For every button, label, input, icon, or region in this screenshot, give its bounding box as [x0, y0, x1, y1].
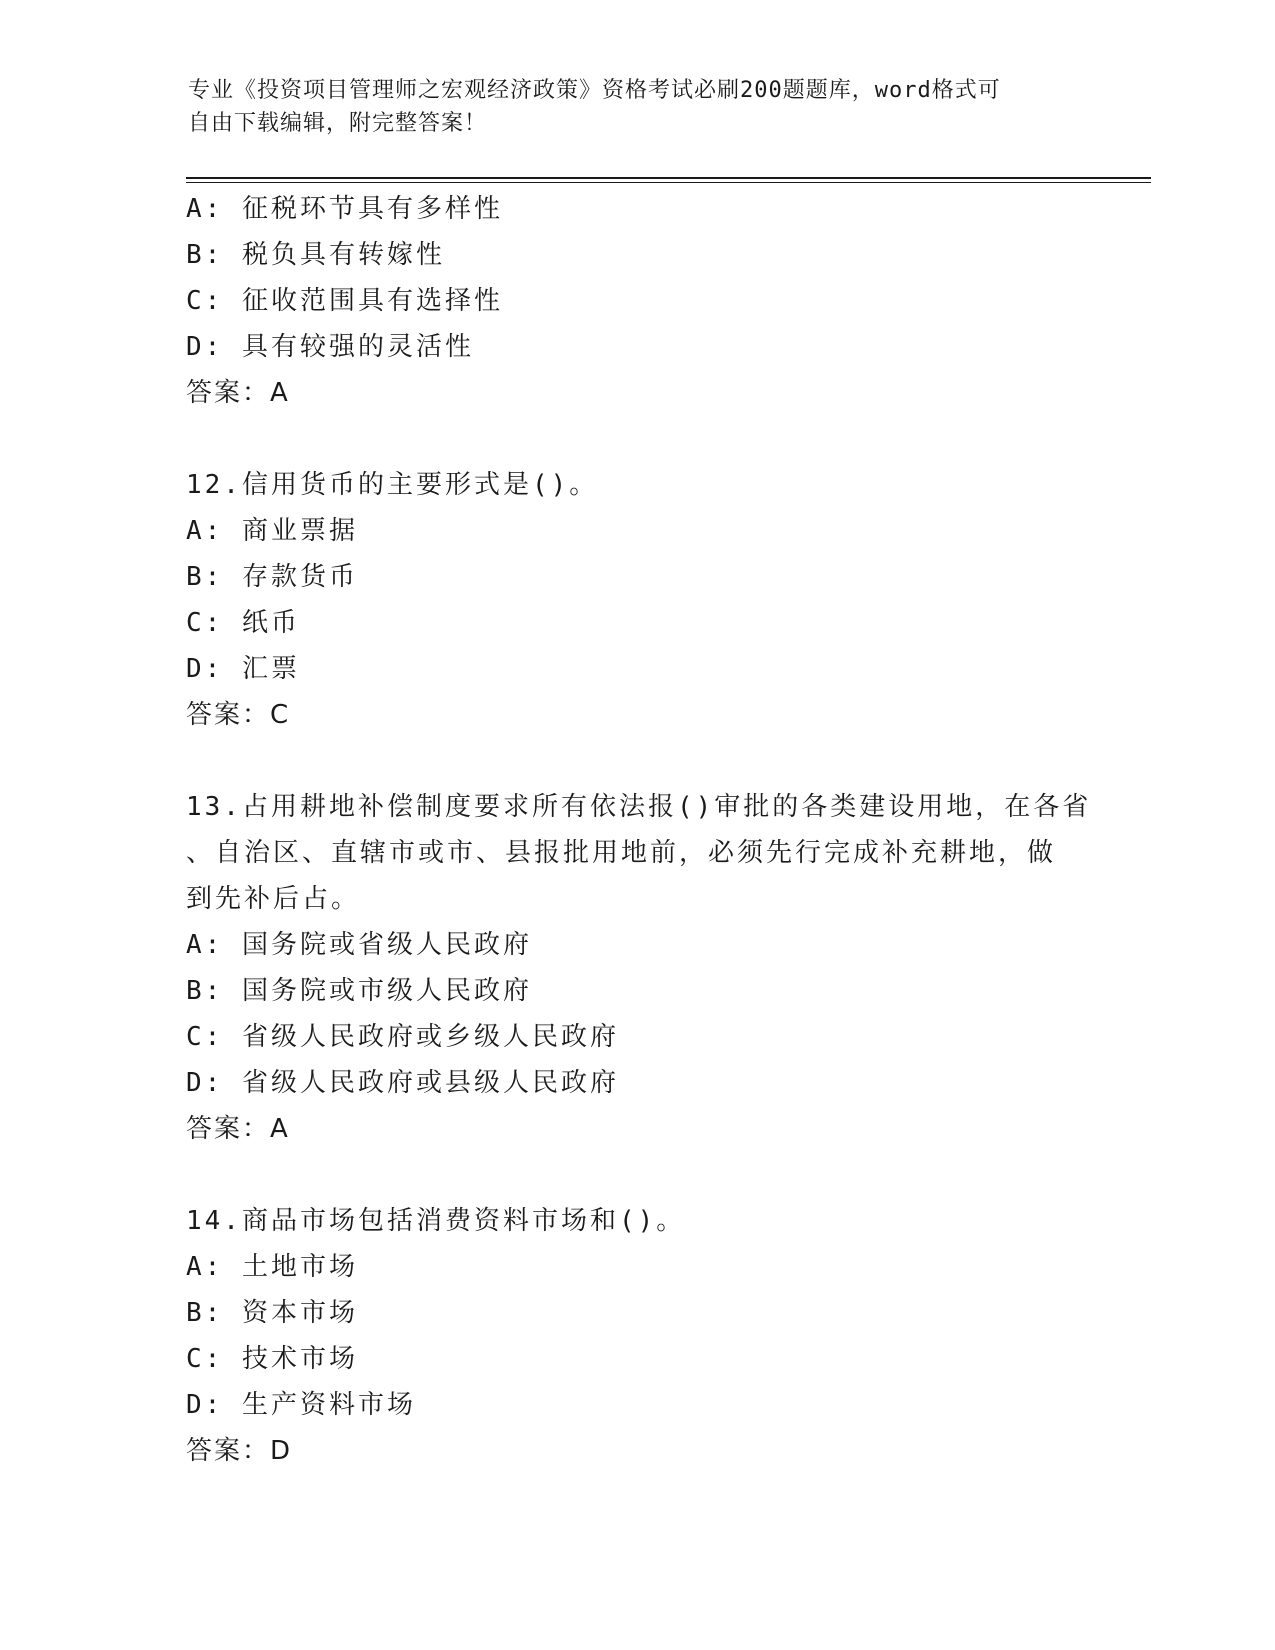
option-a: A: 征税环节具有多样性 — [186, 194, 503, 224]
option-b: B: 税负具有转嫁性 — [186, 240, 445, 270]
question-stem-line-3: 到先补后占。 — [186, 884, 361, 914]
option-c: C: 纸币 — [186, 608, 300, 638]
spacer — [186, 738, 1086, 784]
option-b: B: 资本市场 — [186, 1298, 358, 1328]
question-stem: 14.商品市场包括消费资料市场和()。 — [186, 1206, 686, 1236]
option-d: D: 具有较强的灵活性 — [186, 332, 474, 362]
option-b: B: 存款货币 — [186, 562, 358, 592]
option-d: D: 省级人民政府或县级人民政府 — [186, 1068, 619, 1098]
question-stem: 12.信用货币的主要形式是()。 — [186, 470, 599, 500]
option-d: D: 生产资料市场 — [186, 1390, 416, 1420]
answer: 答案：A — [186, 1114, 290, 1144]
answer: 答案：A — [186, 378, 290, 408]
answer: 答案：C — [186, 700, 291, 730]
option-b: B: 国务院或市级人民政府 — [186, 976, 532, 1006]
option-a: A: 商业票据 — [186, 516, 358, 546]
question-14 — [186, 1198, 1086, 1474]
document-header — [188, 74, 1068, 140]
question-list — [186, 186, 1092, 1474]
option-a: A: 土地市场 — [186, 1252, 358, 1282]
question-11 — [186, 186, 1086, 416]
option-a: A: 国务院或省级人民政府 — [186, 930, 532, 960]
answer: 答案：D — [186, 1436, 293, 1466]
header-divider-thin — [186, 182, 1151, 183]
option-c: C: 技术市场 — [186, 1344, 358, 1374]
spacer — [186, 416, 1086, 462]
option-c: C: 征收范围具有选择性 — [186, 286, 503, 316]
question-12 — [186, 462, 1086, 738]
question-13 — [186, 784, 1092, 1152]
spacer — [186, 1152, 1086, 1198]
option-d: D: 汇票 — [186, 654, 300, 684]
header-divider-thick — [186, 177, 1151, 179]
option-c: C: 省级人民政府或乡级人民政府 — [186, 1022, 619, 1052]
header-line-2: 自由下载编辑，附完整答案！ — [188, 111, 488, 136]
question-stem-line-2: 、自治区、直辖市或市、县报批用地前，必须先行完成补充耕地，做 — [186, 838, 1057, 868]
header-line-1: 专业《投资项目管理师之宏观经济政策》资格考试必刷200题题库，word格式可 — [188, 78, 1001, 103]
question-stem-line-1: 13.占用耕地补偿制度要求所有依法报()审批的各类建设用地，在各省 — [186, 792, 1092, 822]
